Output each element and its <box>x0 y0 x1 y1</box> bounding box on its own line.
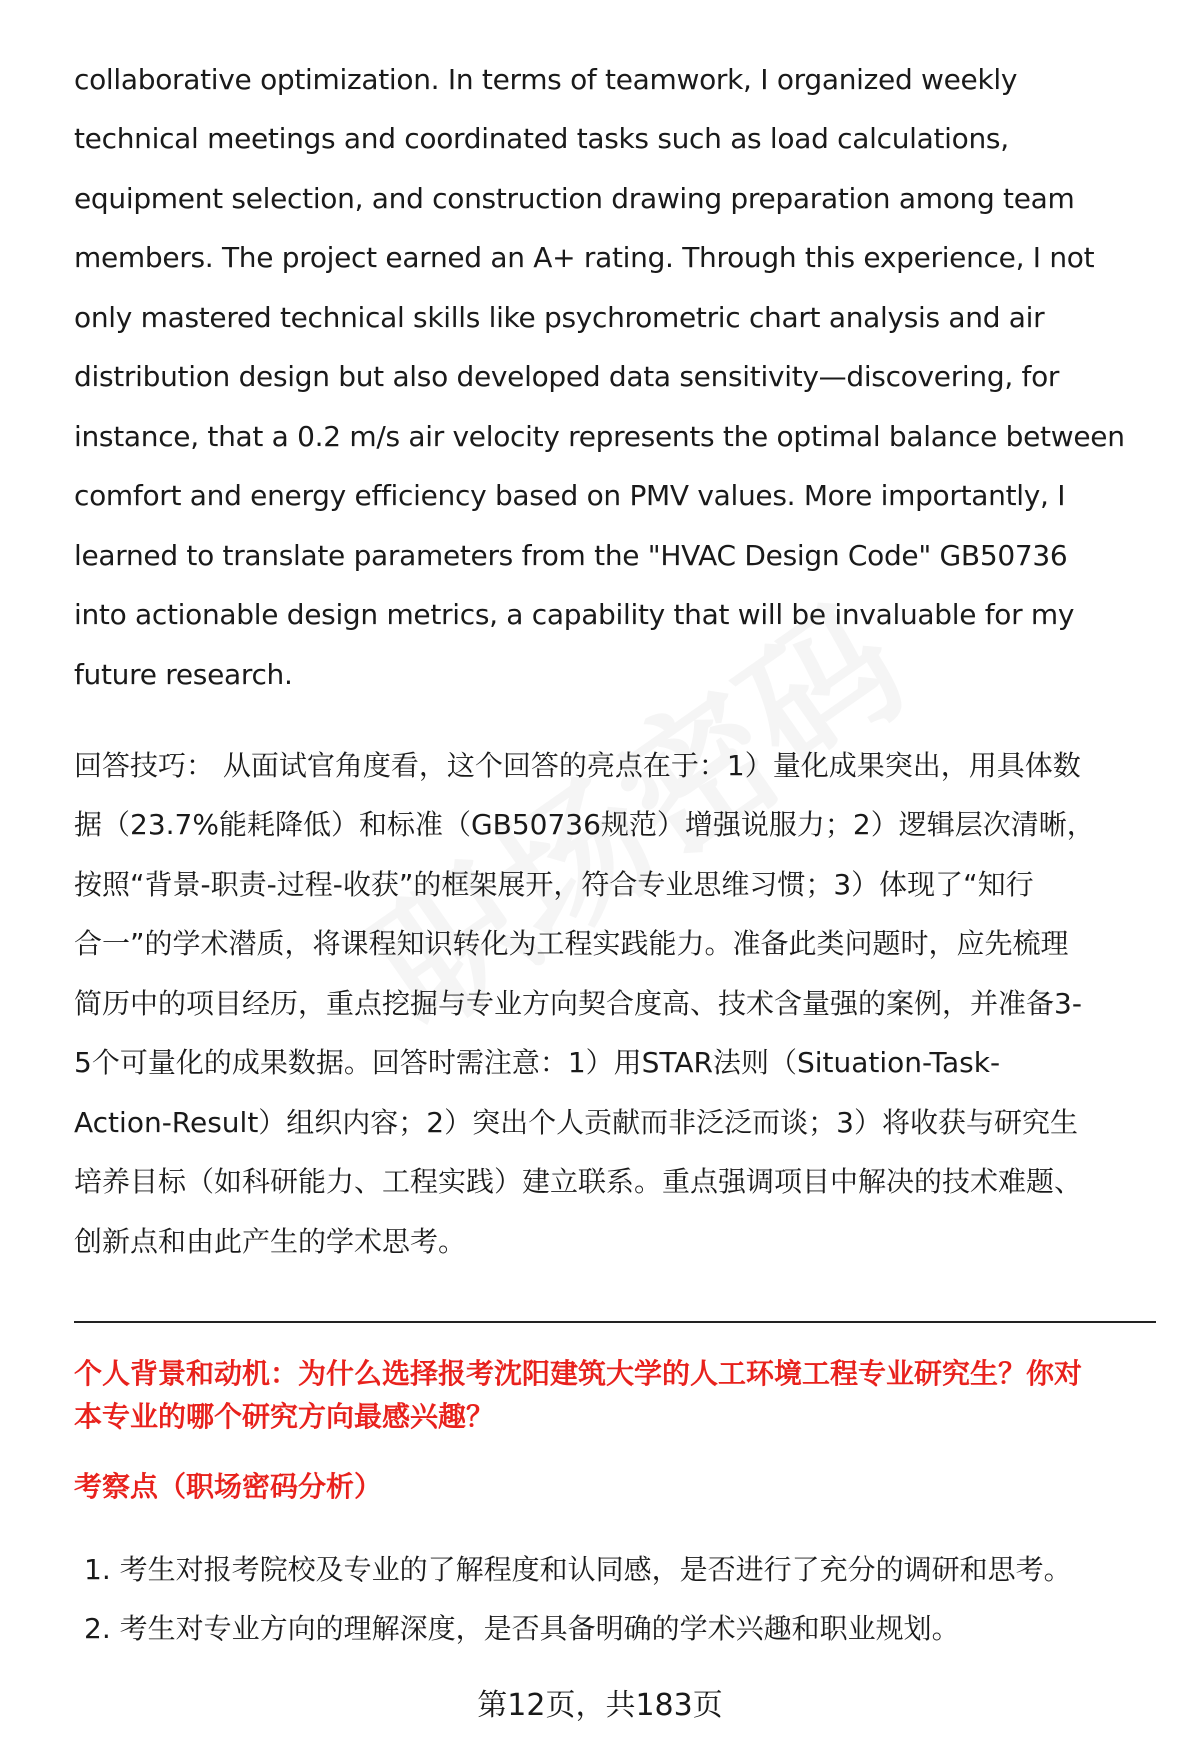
tips-line: 回答技巧： 从面试官角度看，这个回答的亮点在于：1）量化成果突出，用具体数 <box>74 749 1081 782</box>
answer-line: collaborative optimization. In terms of teamwork, I organized weekly <box>74 63 1018 96</box>
page-number: 第12页，共183页 <box>477 1688 723 1723</box>
tips-line: 简历中的项目经历，重点挖掘与专业方向契合度高、技术含量强的案例，并准备3- <box>74 987 1082 1020</box>
section-divider <box>74 1321 1156 1323</box>
answer-line: learned to translate parameters from the "HVAC Design Code" GB50736 <box>74 539 1068 572</box>
list-item: 1. 考生对报考院校及专业的了解程度和认同感，是否进行了充分的调研和思考。 <box>84 1553 1072 1586</box>
assessment-heading: 考察点（职场密码分析） <box>74 1470 383 1503</box>
question-line: 本专业的哪个研究方向最感兴趣？ <box>74 1400 495 1433</box>
answer-line: equipment selection, and construction drawing preparation among team <box>74 182 1075 215</box>
answer-line: members. The project earned an A+ rating. Through this experience, I not <box>74 241 1095 274</box>
answer-line: future research. <box>74 658 293 691</box>
tips-line: 合一”的学术潜质，将课程知识转化为工程实践能力。准备此类问题时，应先梳理 <box>74 927 1069 960</box>
answer-line: comfort and energy efficiency based on PMV values. More importantly, I <box>74 479 1066 512</box>
tips-line: Action-Result）组织内容；2）突出个人贡献而非泛泛而谈；3）将收获与研究生 <box>74 1106 1078 1139</box>
answer-line: distribution design but also developed data sensitivity—discovering, for <box>74 360 1060 393</box>
tips-line: 按照“背景-职责-过程-收获”的框架展开，符合专业思维习惯；3）体现了“知行 <box>74 868 1034 901</box>
answer-line: into actionable design metrics, a capability that will be invaluable for my <box>74 598 1075 631</box>
tips-line: 据（23.7%能耗降低）和标准（GB50736规范）增强说服力；2）逻辑层次清晰， <box>74 808 1095 841</box>
tips-line: 创新点和由此产生的学术思考。 <box>74 1225 467 1258</box>
tips-line: 培养目标（如科研能力、工程实践）建立联系。重点强调项目中解决的技术难题、 <box>74 1165 1083 1198</box>
list-item: 2. 考生对专业方向的理解深度，是否具备明确的学术兴趣和职业规划。 <box>84 1612 960 1645</box>
tips-line: 5个可量化的成果数据。回答时需注意：1）用STAR法则（Situation-Task- <box>74 1046 1001 1079</box>
answer-line: instance, that a 0.2 m/s air velocity represents the optimal balance between <box>74 420 1125 453</box>
question-line: 个人背景和动机：为什么选择报考沈阳建筑大学的人工环境工程专业研究生？你对 <box>74 1357 1083 1390</box>
answer-line: technical meetings and coordinated tasks such as load calculations, <box>74 122 1009 155</box>
answer-line: only mastered technical skills like psychrometric chart analysis and air <box>74 301 1045 334</box>
